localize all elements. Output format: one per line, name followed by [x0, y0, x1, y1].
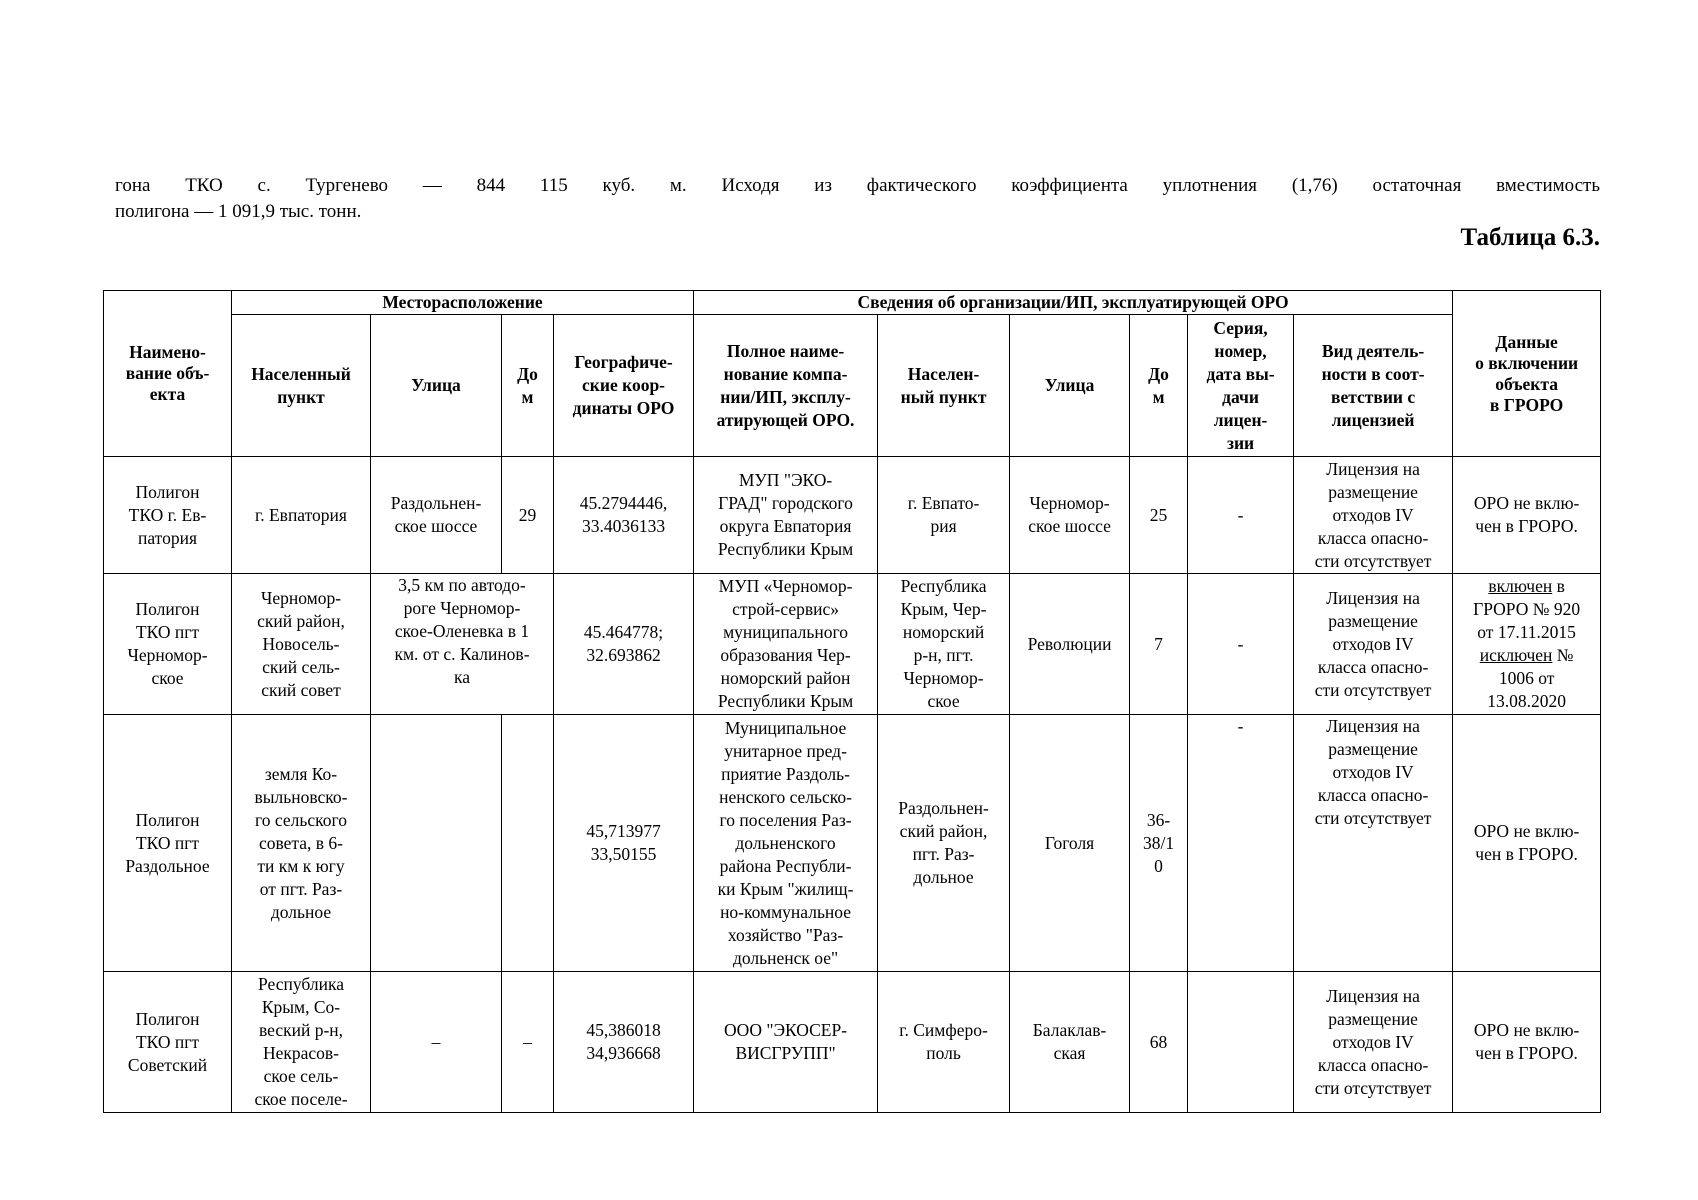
- table-row: [104, 972, 1601, 1113]
- intro-line-2: полигона — 1 091,9 тыс. тонн.: [115, 201, 362, 222]
- header-activity: Вид деятель- ности в соот- ветствии с лицензией: [1294, 315, 1453, 457]
- intro-word: ТКО: [185, 175, 223, 196]
- intro-word: коэффициента: [1011, 175, 1128, 196]
- waste-sites-table: [103, 290, 1601, 1113]
- intro-word: 844: [476, 175, 506, 196]
- group-header-location: Месторасположение: [232, 291, 694, 315]
- cell-coordinates: 45.464778; 32.693862: [554, 574, 694, 715]
- cell-street-house: 3,5 км по автодо- роге Черномор- ское-Оленевка в 1 км. от с. Калинов- ка: [371, 574, 554, 715]
- cell-coordinates: 45.2794446, 33.4036133: [554, 457, 694, 574]
- intro-word: из: [814, 175, 832, 196]
- intro-line-1: [115, 173, 1600, 199]
- group-header-row: [104, 291, 1601, 315]
- intro-word: уплотнения: [1162, 175, 1258, 196]
- cell-settlement: Черномор- ский район, Новосель- ский сель- ский совет: [232, 574, 371, 715]
- cell-groro: ОРО не вклю- чен в ГРОРО.: [1453, 972, 1601, 1113]
- cell-org-house: 7: [1130, 574, 1188, 715]
- intro-word: Исходя: [721, 175, 780, 196]
- table-caption: Таблица 6.3.: [1460, 224, 1600, 251]
- cell-org-settlement: Республика Крым, Чер- номорский р-н, пгт. Черномор- ское: [878, 574, 1010, 715]
- cell-object-name: Полигон ТКО пгт Раздольное: [104, 715, 232, 972]
- cell-street: Раздольнен- ское шоссе: [371, 457, 502, 574]
- header-house: До м: [502, 315, 554, 457]
- intro-word: 115: [539, 175, 568, 196]
- cell-activity: Лицензия на размещение отходов IV класса опасно- сти отсутствует: [1294, 574, 1453, 715]
- cell-house: [502, 715, 554, 972]
- intro-word: фактического: [866, 175, 977, 196]
- header-license: Серия, номер, дата вы- дачи лицен- зии: [1188, 315, 1294, 457]
- cell-license: -: [1188, 715, 1294, 972]
- cell-activity: Лицензия на размещение отходов IV класса опасно- сти отсутствует: [1294, 457, 1453, 574]
- cell-license: [1188, 972, 1294, 1113]
- header-groro: Данные о включении объекта в ГРОРО: [1453, 291, 1601, 457]
- intro-word: вместимость: [1496, 175, 1600, 196]
- intro-word: с.: [257, 175, 271, 196]
- cell-house: 29: [502, 457, 554, 574]
- cell-org-house: 36- 38/1 0: [1130, 715, 1188, 972]
- cell-settlement: Республика Крым, Со- веский р-н, Некрасов- ское сель- ское поселе-: [232, 972, 371, 1113]
- cell-activity: Лицензия на размещение отходов IV класса опасно- сти отсутствует: [1294, 715, 1453, 972]
- intro-word: Тургенево: [305, 175, 389, 196]
- header-settlement: Населенный пункт: [232, 315, 371, 457]
- cell-activity: Лицензия на размещение отходов IV класса опасно- сти отсутствует: [1294, 972, 1453, 1113]
- header-org-street: Улица: [1010, 315, 1130, 457]
- groro-excluded-text: № 1006 от 13.08.2020: [1487, 645, 1574, 711]
- header-org-house: До м: [1130, 315, 1188, 457]
- cell-org-house: 25: [1130, 457, 1188, 574]
- cell-company: МУП "ЭКО- ГРАД" городского округа Евпатория Республики Крым: [694, 457, 878, 574]
- cell-org-settlement: Раздольнен- ский район, пгт. Раз- дольное: [878, 715, 1010, 972]
- groro-included-text: в ГРОРО № 920 от 17.11.2015: [1473, 576, 1581, 642]
- table-row: [104, 457, 1601, 574]
- cell-house: –: [502, 972, 554, 1113]
- cell-org-street: Гоголя: [1010, 715, 1130, 972]
- intro-word: м.: [669, 175, 687, 196]
- intro-word: (1,76): [1291, 175, 1338, 196]
- intro-paragraph: [115, 173, 1600, 225]
- cell-company: Муниципальное унитарное пред- приятие Раздоль- ненского сельско- го поселения Раз- дольненского района Республи- ки Крым "жилищ- но-коммунальное хозяйство "Раз- дольненск ое": [694, 715, 878, 972]
- cell-org-street: Черномор- ское шоссе: [1010, 457, 1130, 574]
- cell-settlement: земля Ко- выльновско- го сельского совета, в 6- ти км к югу от пгт. Раз- дольное: [232, 715, 371, 972]
- cell-license: -: [1188, 457, 1294, 574]
- cell-settlement: г. Евпатория: [232, 457, 371, 574]
- intro-word: гона: [115, 175, 151, 196]
- group-header-organization: Сведения об организации/ИП, эксплуатирующей ОРО: [694, 291, 1453, 315]
- intro-word: остаточная: [1372, 175, 1462, 196]
- cell-company: МУП «Черномор- строй-сервис» муниципального образования Чер- номорский район Республики Крым: [694, 574, 878, 715]
- groro-excluded-label: исключен: [1479, 645, 1553, 665]
- cell-org-settlement: г. Симферо- поль: [878, 972, 1010, 1113]
- cell-org-street: Балаклав- ская: [1010, 972, 1130, 1113]
- cell-groro: ОРО не вклю- чен в ГРОРО.: [1453, 457, 1601, 574]
- intro-word: —: [422, 175, 442, 196]
- table-row: [104, 574, 1601, 715]
- header-coordinates: Географиче- ские коор- динаты ОРО: [554, 315, 694, 457]
- cell-groro: [1453, 574, 1601, 715]
- header-street: Улица: [371, 315, 502, 457]
- cell-org-street: Революции: [1010, 574, 1130, 715]
- header-org-settlement: Населен- ный пункт: [878, 315, 1010, 457]
- cell-coordinates: 45,386018 34,936668: [554, 972, 694, 1113]
- cell-coordinates: 45,713977 33,50155: [554, 715, 694, 972]
- header-company: Полное наиме- нование компа- нии/ИП, эксплу- атирующей ОРО.: [694, 315, 878, 457]
- column-header-row: [104, 315, 1601, 457]
- intro-word: куб.: [602, 175, 636, 196]
- cell-street: [371, 715, 502, 972]
- cell-object-name: Полигон ТКО пгт Советский: [104, 972, 232, 1113]
- groro-included-label: включен: [1488, 576, 1553, 596]
- cell-company: ООО "ЭКОСЕР- ВИСГРУПП": [694, 972, 878, 1113]
- cell-org-settlement: г. Евпато- рия: [878, 457, 1010, 574]
- cell-object-name: Полигон ТКО пгт Черномор- ское: [104, 574, 232, 715]
- cell-license: -: [1188, 574, 1294, 715]
- cell-object-name: Полигон ТКО г. Ев- патория: [104, 457, 232, 574]
- cell-groro: ОРО не вклю- чен в ГРОРО.: [1453, 715, 1601, 972]
- cell-street: –: [371, 972, 502, 1113]
- table-row: [104, 715, 1601, 972]
- header-object-name: Наимено- вание объ- екта: [104, 291, 232, 457]
- cell-org-house: 68: [1130, 972, 1188, 1113]
